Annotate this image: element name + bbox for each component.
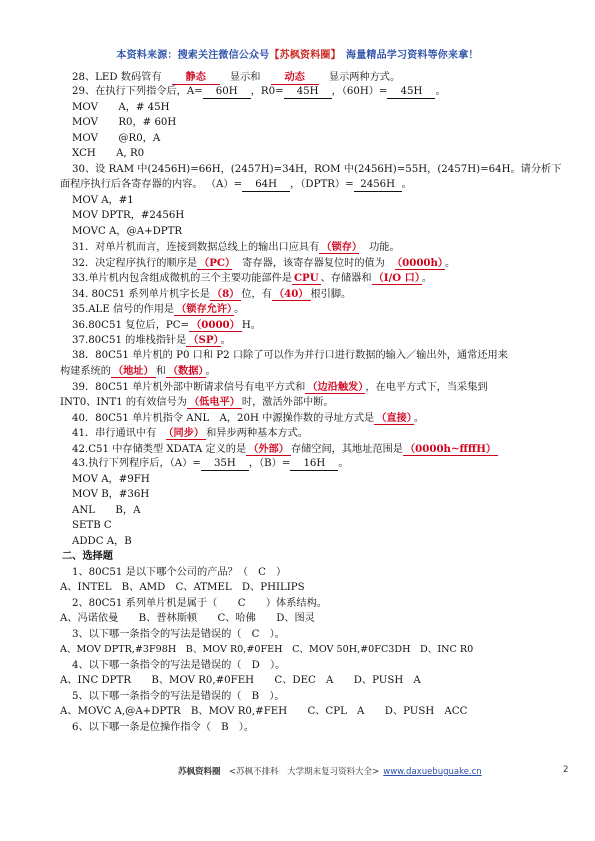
question-30: 30、设 RAM 中(2456H)=66H，(2457H)=34H，ROM 中(2456H)=55H，(2457H)=64H。请分析下	[72, 164, 562, 175]
question-30-cont: 面程序执行后各寄存器的内容。 （A）= 64H ，（DPTR）= 2456H 。	[60, 179, 412, 190]
mc-line: A、MOV DPTR,#3F98H B、MOV R0,#0FEH C、MOV 50H,#0FC3DH D、INC R0	[60, 644, 474, 655]
answer: （锁存允许）	[176, 303, 233, 315]
mc-line: A、INC DPTR B、MOV R0,#0FEH C、DEC A D、PUSH A	[60, 675, 421, 686]
mc-line: 2、80C51 系列单片机是属于（ C ）体系结构。	[72, 598, 327, 609]
answer: （8）	[211, 288, 240, 300]
footer-text: <苏枫不排科 大学期末复习资料大全>	[229, 767, 380, 777]
code-line: XCH A, R0	[72, 148, 145, 159]
mc-line: 6、以下哪一条是位操作指令（ B ）。	[72, 722, 255, 733]
mc-line: 4、以下哪一条指令的写法是错误的（ D ）。	[72, 660, 286, 671]
answer: （PC）	[199, 257, 231, 269]
answer-blank: 16H	[290, 458, 338, 471]
code-line: SETB C	[72, 520, 112, 531]
code-line: MOV A，# 45H	[72, 102, 170, 113]
question-28: 28、LED 数码管有 静态 显示和 动态 显示两种方式。	[72, 71, 401, 83]
answer: （0000h）	[397, 257, 444, 269]
answer-blank: 35H	[201, 458, 249, 471]
question-42: 42.C51 中存储类型 XDATA 定义的是 （外部） 存储空间，其地址范围是 （0000h~ffffH）	[72, 443, 497, 455]
answer: CPU	[293, 272, 319, 284]
question-29: 29、在执行下列指令后，A= 60H ，R0= 45H ，（60H）= 45H 。	[72, 86, 446, 97]
question-36: 36.80C51 复位后，PC= （0000） H。	[72, 319, 261, 331]
mc-line: 3、以下哪一条指令的写法是错误的（ C ）。	[72, 629, 285, 640]
answer: （直接）	[376, 412, 412, 424]
footer-brand: 苏枫资料圈	[178, 767, 221, 777]
answer-blank: 静态	[172, 70, 220, 85]
code-line: MOV A，#1	[72, 195, 134, 206]
footer-link[interactable]: www.daxuebuguake.cn	[383, 767, 482, 777]
answer: （40）	[273, 288, 309, 300]
answer-blank: 2456H	[354, 179, 402, 192]
answer: （0000）	[191, 319, 240, 331]
answer: （锁存）	[321, 241, 357, 253]
answer-blank: 60H	[203, 86, 251, 99]
answer: （外部）	[248, 443, 289, 455]
question-32: 32．决定程序执行的顺序是 （PC） 寄存器，该寄存器复位时的值为 （0000h） 。	[72, 257, 456, 269]
question-31: 31．对单片机而言，连接到数据总线上的输出口应具有 （锁存） 功能。	[72, 241, 400, 253]
answer-blank: 45H	[387, 86, 435, 99]
banner-suffix: 海量精品学习资料等你来拿！	[346, 50, 479, 61]
question-37: 37.80C51 的堆栈指针是 （SP） 。	[72, 334, 231, 346]
question-43: 43.执行下列程序后，（A）= 35H ，（B）= 16H 。	[72, 458, 349, 469]
mc-line: A、冯诺依曼 B、普林斯顿 C、哈佛 D、图灵	[60, 613, 315, 624]
mc-line: A、MOVC A,@A+DPTR B、MOV R0,#FEH C、CPL A D、PUSH ACC	[60, 706, 468, 717]
section-heading: 二、选择题	[62, 551, 113, 562]
banner-brand: 【苏枫资料圈】	[269, 50, 336, 61]
question-38: 38．80C51 单片机的 P0 口和 P2 口除了可以作为并行口进行数据的输入／输出外，通常还用来	[72, 350, 508, 361]
answer: （同步）	[168, 427, 205, 439]
header-banner	[0, 46, 595, 61]
code-line: MOV DPTR，#2456H	[72, 210, 185, 221]
answer-blank: 动态	[271, 70, 319, 85]
question-39: 39．80C51 单片机外部中断请求信号有电平方式和 （边沿触发） ，在电平方式下，当采集到	[72, 381, 488, 393]
code-line: ADDC A，B	[72, 536, 132, 547]
code-line: MOV R0，# 60H	[72, 117, 177, 128]
code-line: MOV A，#9FH	[72, 474, 150, 485]
answer-blank: 45H	[284, 86, 332, 99]
answer: （数据）	[167, 365, 204, 377]
question-33: 33.单片机内包含组成微机的三个主要功能部件是 CPU 、存储器和 （I/O 口） 。	[72, 272, 433, 284]
code-line: ANL B，A	[72, 505, 141, 516]
question-35: 35.ALE 信号的作用是 （锁存允许） 。	[72, 303, 245, 315]
code-line: MOV @R0，A	[72, 133, 161, 144]
banner-prefix: 本资料来源：搜索关注微信公众号	[116, 50, 270, 61]
answer: （SP）	[188, 334, 219, 346]
answer: （I/O 口）	[373, 272, 420, 284]
question-38-cont: 构建系统的 （地址） 和 （数据） 。	[60, 365, 216, 377]
answer: （低电平）	[188, 396, 240, 408]
answer: （地址）	[112, 365, 154, 377]
mc-line: 5、以下哪一条指令的写法是错误的（ B ）。	[72, 691, 285, 702]
question-40: 40．80C51 单片机指令 ANL A，20H 中源操作数的寻址方式是 （直接） 。	[72, 412, 425, 424]
question-39-cont: INT0、INT1 的有效信号为 （低电平） 时，激活外部中断。	[60, 396, 334, 408]
mc-line: A、INTEL B、AMD C、ATMEL D、PHILIPS	[60, 582, 305, 593]
question-41: 41．串行通讯中有 （同步） 和异步两种基本方式。	[72, 427, 308, 439]
page-number: 2	[563, 765, 569, 775]
answer: （边沿触发）	[307, 381, 364, 393]
answer-blank: 64H	[242, 179, 290, 192]
question-34: 34. 80C51 系列单片机字长是 （8） 位，有 （40） 根引脚。	[72, 288, 352, 300]
code-line: MOV B，#36H	[72, 489, 150, 500]
mc-line: 1、80C51 是以下哪个公司的产品？（ C ）	[72, 567, 287, 578]
code-line: MOVC A，@A+DPTR	[72, 226, 183, 237]
answer: （0000h~ffffH）	[405, 443, 497, 455]
